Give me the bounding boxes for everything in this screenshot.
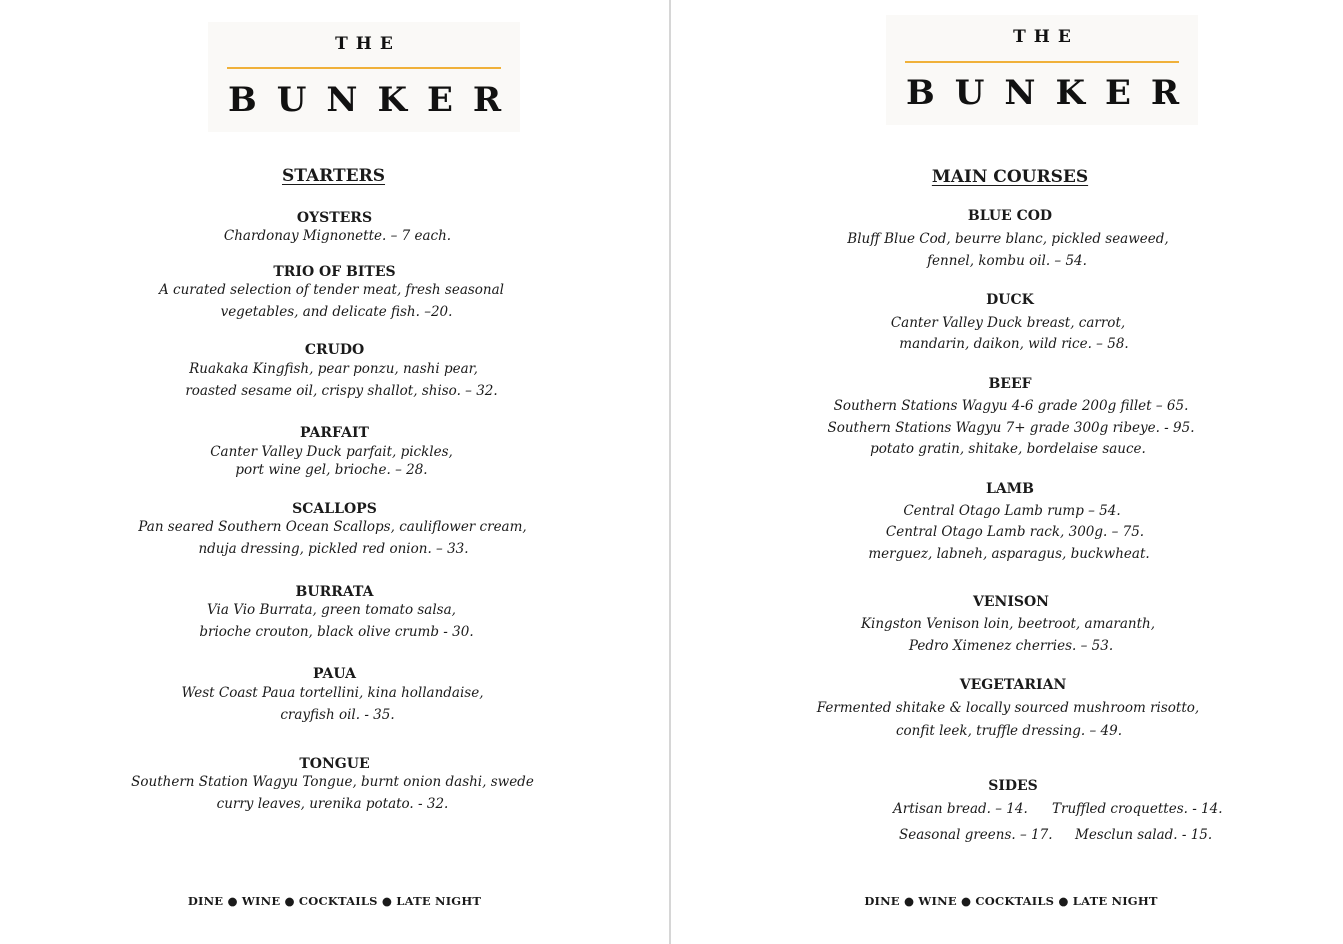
logo-the: THE [1013,27,1079,47]
menu-item-desc: nduja dressing, pickled red onion. – 33. [198,541,469,557]
menu-item-name: OYSTERS [296,210,373,226]
menu-item-name: LAMB [985,481,1035,497]
menu-item-desc: West Coast Paua tortellini, kina hollandaise, [181,685,484,701]
menu-item-desc: Bluff Blue Cod, beurre blanc, pickled seaweed, [847,231,1169,247]
side-item: Mesclun salad. - 15. [1075,827,1213,843]
menu-item-desc: mandarin, daikon, wild rice. – 58. [899,336,1129,352]
menu-item-name: TONGUE [299,756,370,772]
menu-item-desc: Central Otago Lamb rump – 54. [903,503,1121,519]
menu-item-desc: Canter Valley Duck parfait, pickles, [210,444,453,460]
side-item: Artisan bread. – 14. [893,801,1028,817]
footer-tagline: DINE ● WINE ● COCKTAILS ● LATE NIGHT [864,894,1158,908]
logo-accent-rule [227,67,501,69]
menu-item-name: BEEF [988,376,1032,392]
menu-item-desc: Chardonay Mignonette. – 7 each. [223,228,452,244]
side-item: Truffled croquettes. - 14. [1052,801,1223,817]
starters-page [0,0,669,944]
menu-item-name: PARFAIT [300,425,369,441]
menu-item-desc: merguez, labneh, asparagus, buckwheat. [868,546,1150,562]
menu-item-name: PAUA [312,666,356,682]
menu-item-desc: Pedro Ximenez cherries. – 53. [908,638,1114,654]
menu-item-name: DUCK [986,292,1034,308]
bunker-logo [208,22,520,132]
menu-item-desc: Southern Stations Wagyu 7+ grade 300g ribeye. - 95. [827,420,1195,436]
menu-item-desc: Fermented shitake & locally sourced mushroom risotto, [816,700,1200,716]
bunker-logo [886,15,1198,125]
menu-item-desc: curry leaves, urenika potato. - 32. [216,796,449,812]
starters-title: STARTERS [281,166,386,186]
menu-item-desc: Southern Stations Wagyu 4-6 grade 200g fillet – 65. [833,398,1189,414]
menu-item-desc: roasted sesame oil, crispy shallot, shiso. – 32. [185,383,498,399]
menu-item-desc: potato gratin, shitake, bordelaise sauce. [870,441,1146,457]
menu-item-desc: Ruakaka Kingfish, pear ponzu, nashi pear, [189,361,478,377]
menu-item-name: VEGETARIAN [959,677,1067,693]
menu-item-desc: brioche crouton, black olive crumb - 30. [199,624,474,640]
menu-item-name: TRIO OF BITES [273,264,396,280]
menu-item-name: BURRATA [295,584,374,600]
menu-item-desc: Kingston Venison loin, beetroot, amaranth, [860,616,1156,632]
menu-item-name: VENISON [973,594,1049,610]
menu-item-desc: port wine gel, brioche. – 28. [235,462,428,478]
menu-item-desc: Via Vio Burrata, green tomato salsa, [207,602,456,618]
menu-item-name: CRUDO [304,342,365,358]
logo-accent-rule [905,61,1179,63]
menu-item-desc: Pan seared Southern Ocean Scallops, cauliflower cream, [138,519,527,535]
side-item: Seasonal greens. – 17. [899,827,1053,843]
menu-item-desc: crayfish oil. - 35. [280,707,395,723]
menu-item-desc: A curated selection of tender meat, fresh seasonal [159,282,504,298]
logo-name: BUNKER [906,73,1200,113]
sides-title: SIDES [988,778,1038,794]
logo-name: BUNKER [228,80,522,120]
menu-item-desc: vegetables, and delicate fish. –20. [220,304,453,320]
menu-item-desc: Central Otago Lamb rack, 300g. – 75. [885,524,1145,540]
menu-item-desc: Southern Station Wagyu Tongue, burnt onion dashi, swede [131,774,534,790]
menu-item-name: BLUE COD [967,208,1053,224]
mains-page [671,0,1343,944]
main-courses-title: MAIN COURSES [931,167,1089,187]
logo-the: THE [335,34,401,54]
menu-item-desc: Canter Valley Duck breast, carrot, [890,315,1126,331]
menu-item-desc: confit leek, truffle dressing. – 49. [895,723,1122,739]
footer-tagline: DINE ● WINE ● COCKTAILS ● LATE NIGHT [187,894,482,908]
menu-item-name: SCALLOPS [292,501,377,517]
menu-item-desc: fennel, kombu oil. – 54. [927,253,1087,269]
